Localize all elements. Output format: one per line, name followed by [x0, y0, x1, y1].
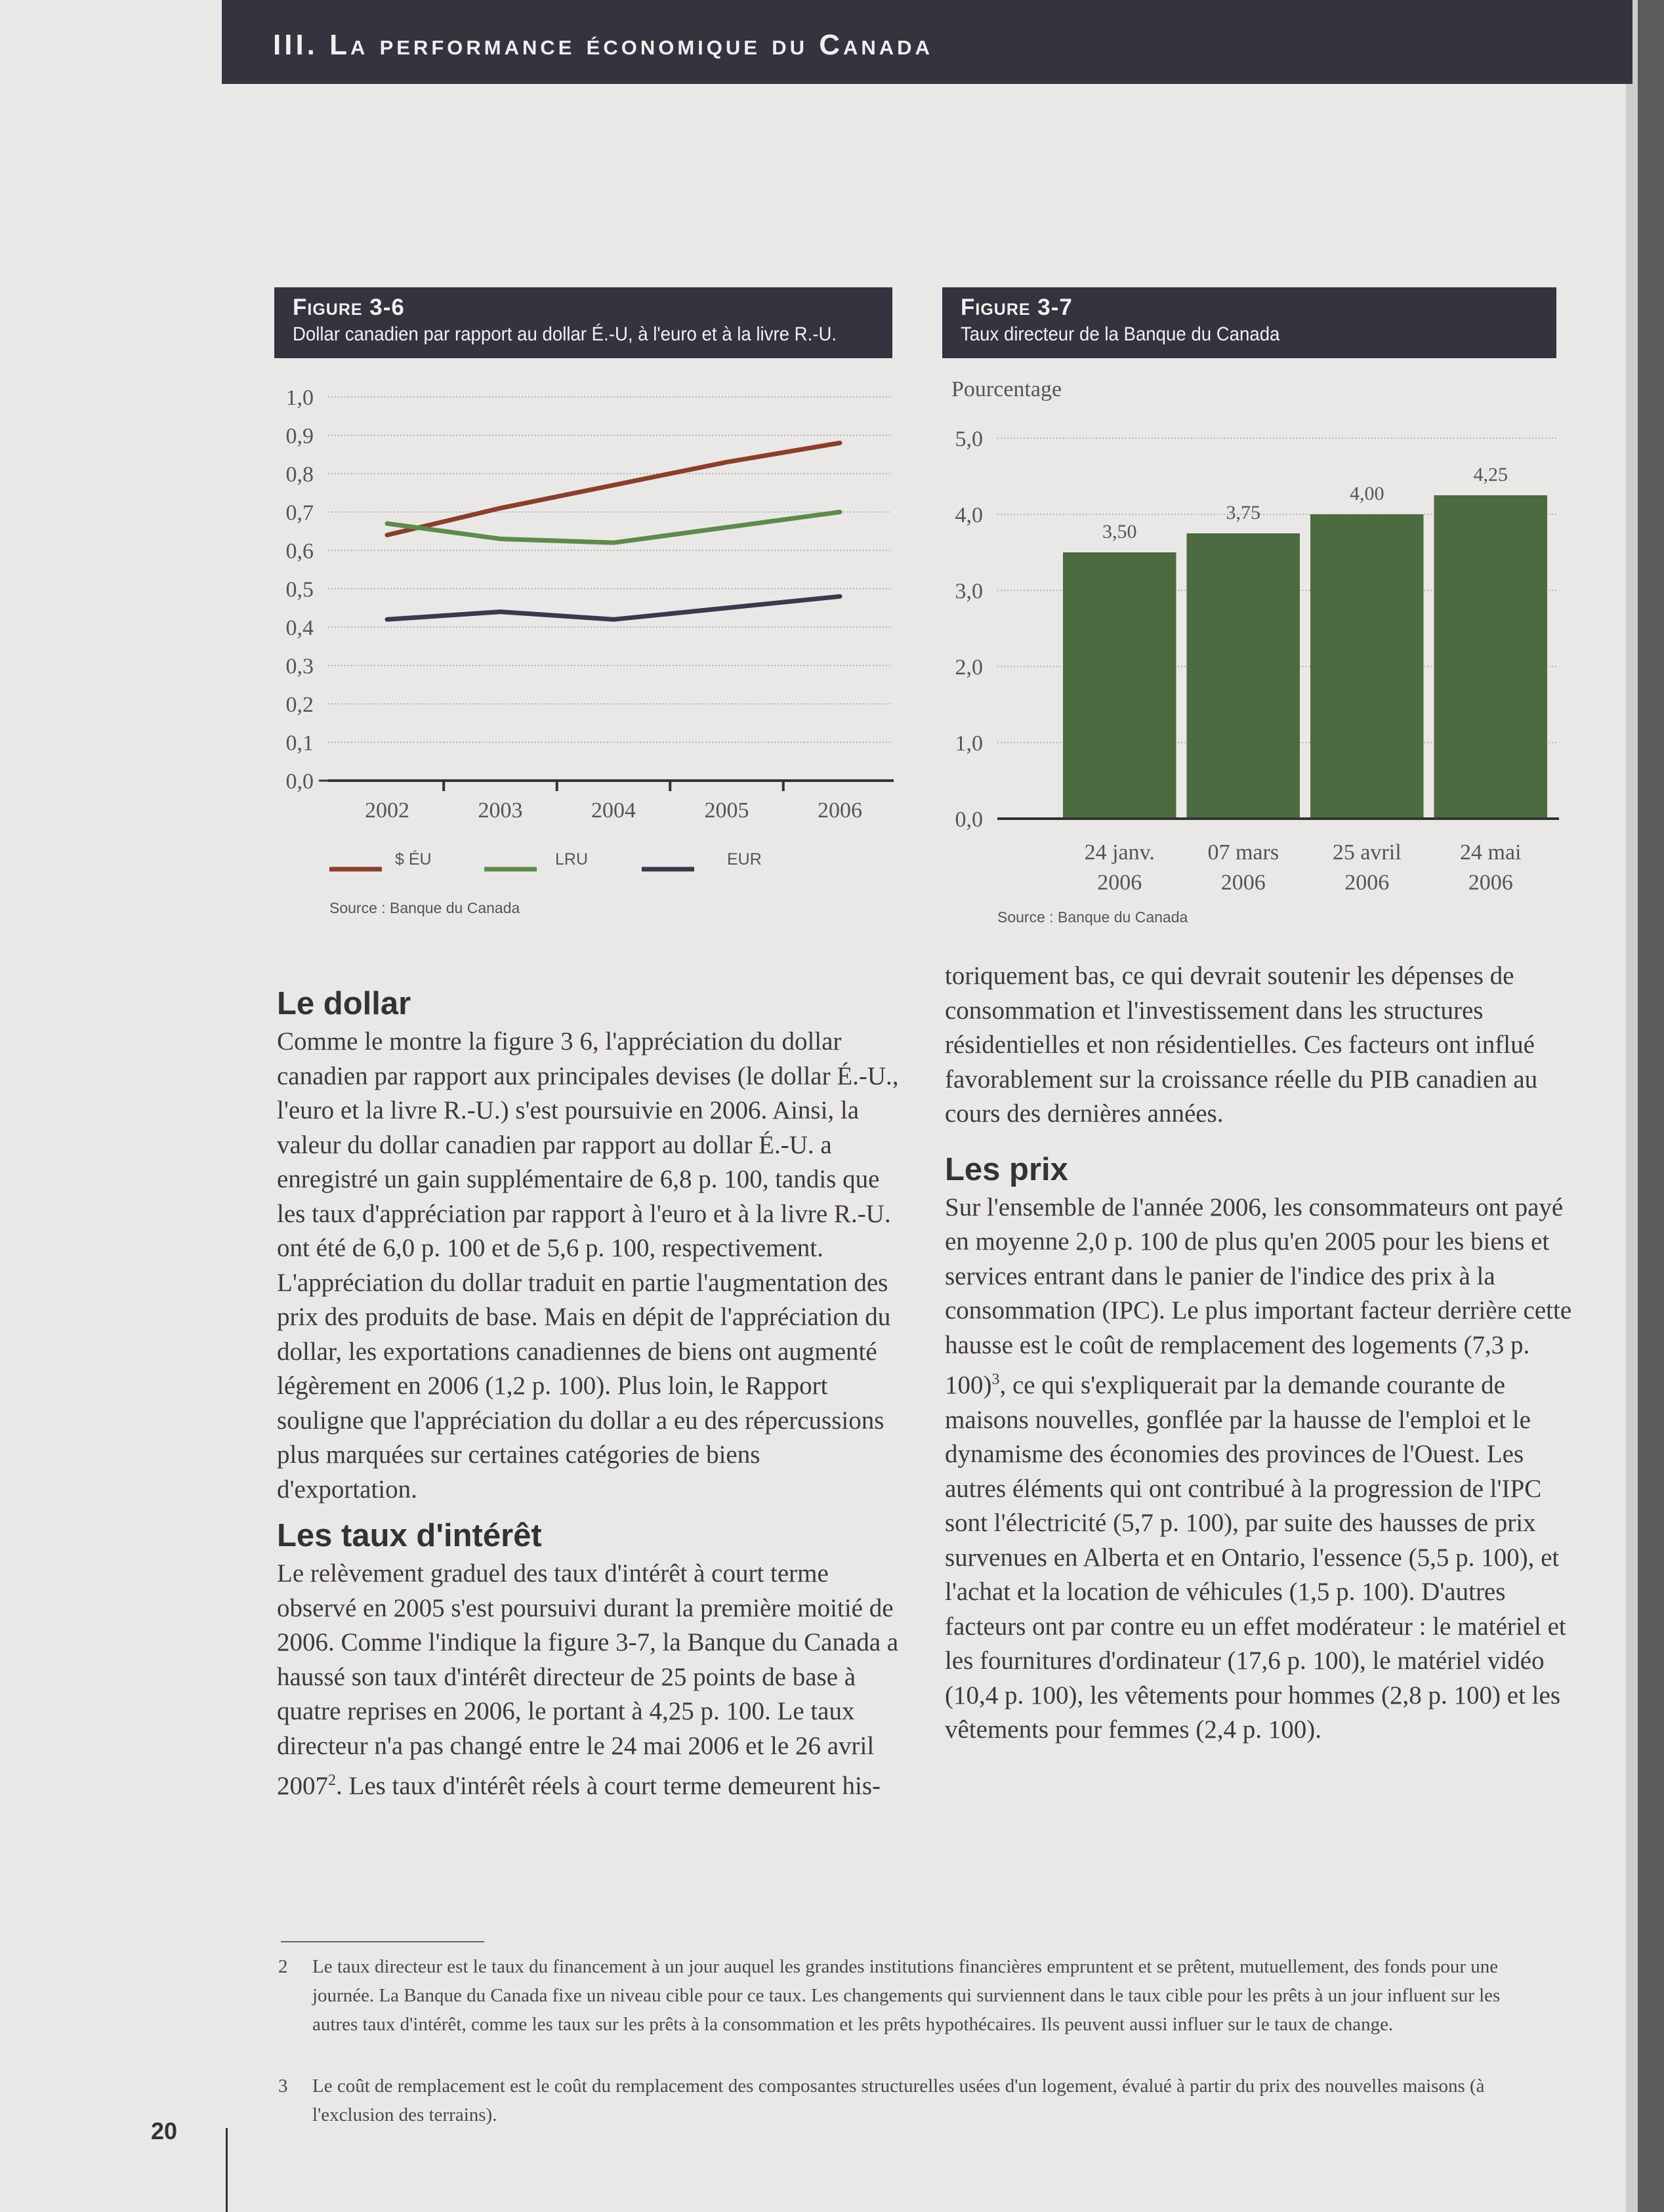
page-number: 20	[151, 2118, 178, 2144]
paragraph-prix-text-a: Sur l'ensemble de l'année 2006, les consommateurs ont payé en moyenne 2,0 p. 100 de plus qu'en 2005 pour les biens et services entrant dans le panier de l'indice des prix à la consommation (IPC). Le plus important facteur derrière cette hausse est le coût de remplacement des logements (7,3 p. 100)	[945, 1193, 1572, 1399]
y-tick-label: 1,0	[955, 731, 983, 756]
y-tick-label: 0,4	[285, 616, 314, 640]
bar	[1063, 552, 1176, 819]
bar	[1434, 495, 1548, 819]
x-tick-label: 2006	[1220, 870, 1266, 895]
footnote-3-number: 3	[278, 2076, 288, 2097]
paragraph-le-dollar: Comme le montre la figure 3 6, l'appréciation du dollar canadien par rapport aux principales devises (le dollar É.-U., l'euro et la livre R.-U.) s'est poursuivie en 2006. Ainsi, la valeur du dollar canadien par rapport au dollar É.-U. a enregistré un gain supplémentaire de 6,8 p. 100, tandis que les taux d'appréciation par rapport à l'euro et à la livre R.-U. ont été de 6,0 p. 100 et de 5,6 p. 100, respectivement. L'appréciation du dollar traduit en partie l'augmentation des prix des produits de base. Mais en dépit de l'appréciation du dollar, les exportations canadiennes de biens ont augmenté légèrement en 2006 (1,2 p. 100). Plus loin, le Rapport souligne que l'appréciation du dollar a eu des répercussions plus marquées sur certaines catégories de biens d'exportation.	[277, 1027, 899, 1504]
x-tick-label: 25 avril	[1332, 840, 1402, 865]
y-tick-label: 4,0	[955, 503, 983, 527]
x-tick-label: 2006	[1468, 870, 1513, 895]
heading-les-prix: Les prix	[945, 1151, 1068, 1187]
bar-value-label: 4,25	[1473, 464, 1508, 485]
figure-3-6-label: Figure 3-6	[293, 295, 405, 320]
paragraph-taux-end: . Les taux d'intérêt réels à court terme demeurent his-	[336, 1772, 881, 1800]
page-number-rule	[226, 2128, 228, 2212]
y-tick-label: 2,0	[955, 655, 983, 680]
chapter-header	[222, 0, 1633, 84]
bar-value-label: 3,50	[1102, 521, 1137, 543]
bar-value-label: 3,75	[1226, 502, 1260, 523]
footnote-2	[278, 1952, 1525, 2039]
figure-3-6-subtitle: Dollar canadien par rapport au dollar É.-U, à l'euro et à la livre R.-U.	[293, 323, 837, 345]
paragraph-continuation: toriquement bas, ce qui devrait soutenir les dépenses de consommation et l'investissement dans les structures résidentielles et non résidentielles. Ces facteurs ont influé favorablement sur la croissance réelle du PIB canadien au cours des dernières années.	[945, 962, 1538, 1128]
footnote-3-text: Le coût de remplacement est le coût du remplacement des composantes structurelles usées d'un logement, évalué à partir du prix des nouvelles maisons (à l'exclusion des terrains).	[312, 2076, 1485, 2125]
right-column	[945, 959, 1575, 1748]
x-tick-label: 2005	[704, 798, 749, 823]
series-line	[387, 596, 840, 619]
y-tick-label: 0,5	[285, 577, 314, 602]
figure-3-6-source: Source : Banque du Canada	[329, 899, 520, 916]
footnote-divider	[281, 1941, 484, 1942]
footnote-3	[278, 2072, 1525, 2129]
y-tick-label: 0,3	[285, 654, 314, 679]
x-tick-label: 24 janv.	[1084, 840, 1155, 865]
y-tick-label: 0,6	[285, 539, 314, 563]
footnote-ref-2[interactable]: 2	[328, 1772, 336, 1789]
y-tick-label: 0,9	[285, 424, 314, 449]
figure-3-7-subtitle: Taux directeur de la Banque du Canada	[961, 323, 1280, 345]
legend-label: $ ÉU	[395, 850, 432, 869]
x-tick-label: 2004	[591, 798, 636, 823]
x-tick-label: 2006	[818, 798, 862, 823]
footnote-2-number: 2	[278, 1956, 288, 1977]
x-tick-label: 2006	[1344, 870, 1390, 895]
heading-le-dollar: Le dollar	[277, 986, 411, 1021]
heading-les-taux-interet: Les taux d'intérêt	[277, 1518, 542, 1553]
y-tick-label: 0,0	[285, 769, 314, 794]
figure-3-7-header	[942, 287, 1556, 358]
x-tick-label: 2002	[365, 798, 409, 823]
y-axis-title: Pourcentage	[951, 377, 1062, 401]
paragraph-taux-text: Le relèvement graduel des taux d'intérêt à court terme observé en 2005 s'est poursuivi durant la première moitié de 2006. Comme l'indique la figure 3-7, la Banque du Canada a haussé son taux d'intérêt directeur de 25 points de base à quatre reprises en 2006, le portant à 4,25 p. 100. Le taux directeur n'a pas changé entre le 24 mai 2006 et le 26 avril 2007	[277, 1559, 899, 1800]
figure-3-7-label: Figure 3-7	[961, 295, 1073, 320]
y-tick-label: 3,0	[955, 579, 983, 604]
left-column	[277, 983, 907, 1804]
figure-3-6-line-chart	[262, 367, 905, 925]
paragraph-les-prix	[945, 1191, 1575, 1748]
y-tick-label: 1,0	[285, 386, 314, 410]
paragraph-prix-text-b: , ce qui s'expliquerait par la demande courante de maisons nouvelles, gonflée par la hausse de l'emploi et le dynamisme des économies des provinces de l'Ouest. Les autres éléments qui ont contribué à la progression de l'IPC sont l'électricité (5,7 p. 100), par suite des hausses de prix survenues en Alberta et en Ontario, l'essence (5,5 p. 100), et l'achat et la location de véhicules (1,5 p. 100). D'autres facteurs ont par contre eu un effet modérateur : le matériel et les fournitures d'ordinateur (17,6 p. 100), le matériel vidéo (10,4 p. 100), les vêtements pour hommes (2,8 p. 100) et les vêtements pour femmes (2,4 p. 100).	[945, 1371, 1566, 1744]
figure-3-6-header	[274, 287, 892, 358]
legend-label: EUR	[727, 850, 762, 869]
paragraph-les-taux-interet	[277, 1557, 907, 1804]
x-tick-label: 2003	[478, 798, 523, 823]
bar-value-label: 4,00	[1350, 483, 1384, 504]
page-gutter-shadow	[1626, 0, 1638, 2212]
y-tick-label: 5,0	[955, 427, 983, 451]
x-tick-label: 07 mars	[1207, 840, 1279, 865]
bar	[1310, 514, 1424, 819]
chapter-title: III. La performance économique du Canada	[273, 29, 933, 61]
x-tick-label: 2006	[1097, 870, 1142, 895]
y-tick-label: 0,1	[285, 731, 314, 756]
bar	[1187, 533, 1300, 819]
legend-label: LRU	[555, 850, 589, 869]
footnote-ref-3[interactable]: 3	[991, 1371, 1000, 1388]
figure-3-7-source: Source : Banque du Canada	[997, 909, 1188, 926]
y-tick-label: 0,0	[955, 808, 983, 832]
y-tick-label: 0,8	[285, 462, 314, 487]
figure-3-7-bar-chart	[932, 367, 1575, 932]
y-tick-label: 0,7	[285, 501, 314, 525]
page-edge	[1638, 0, 1664, 2212]
x-tick-label: 24 mai	[1460, 840, 1522, 865]
y-tick-label: 0,2	[285, 693, 314, 717]
footnote-2-text: Le taux directeur est le taux du financement à un jour auquel les grandes institutions financières empruntent et se prêtent, mutuellement, des fonds pour une journée. La Banque du Canada fixe un niveau cible pour ce taux. Les changements qui surviennent dans le taux cible pour les prêts à un jour influent sur les autres taux d'intérêt, comme les taux sur les prêts à la consommation et les prêts hypothécaires. Ils peuvent aussi influer sur le taux de change.	[312, 1956, 1501, 2035]
